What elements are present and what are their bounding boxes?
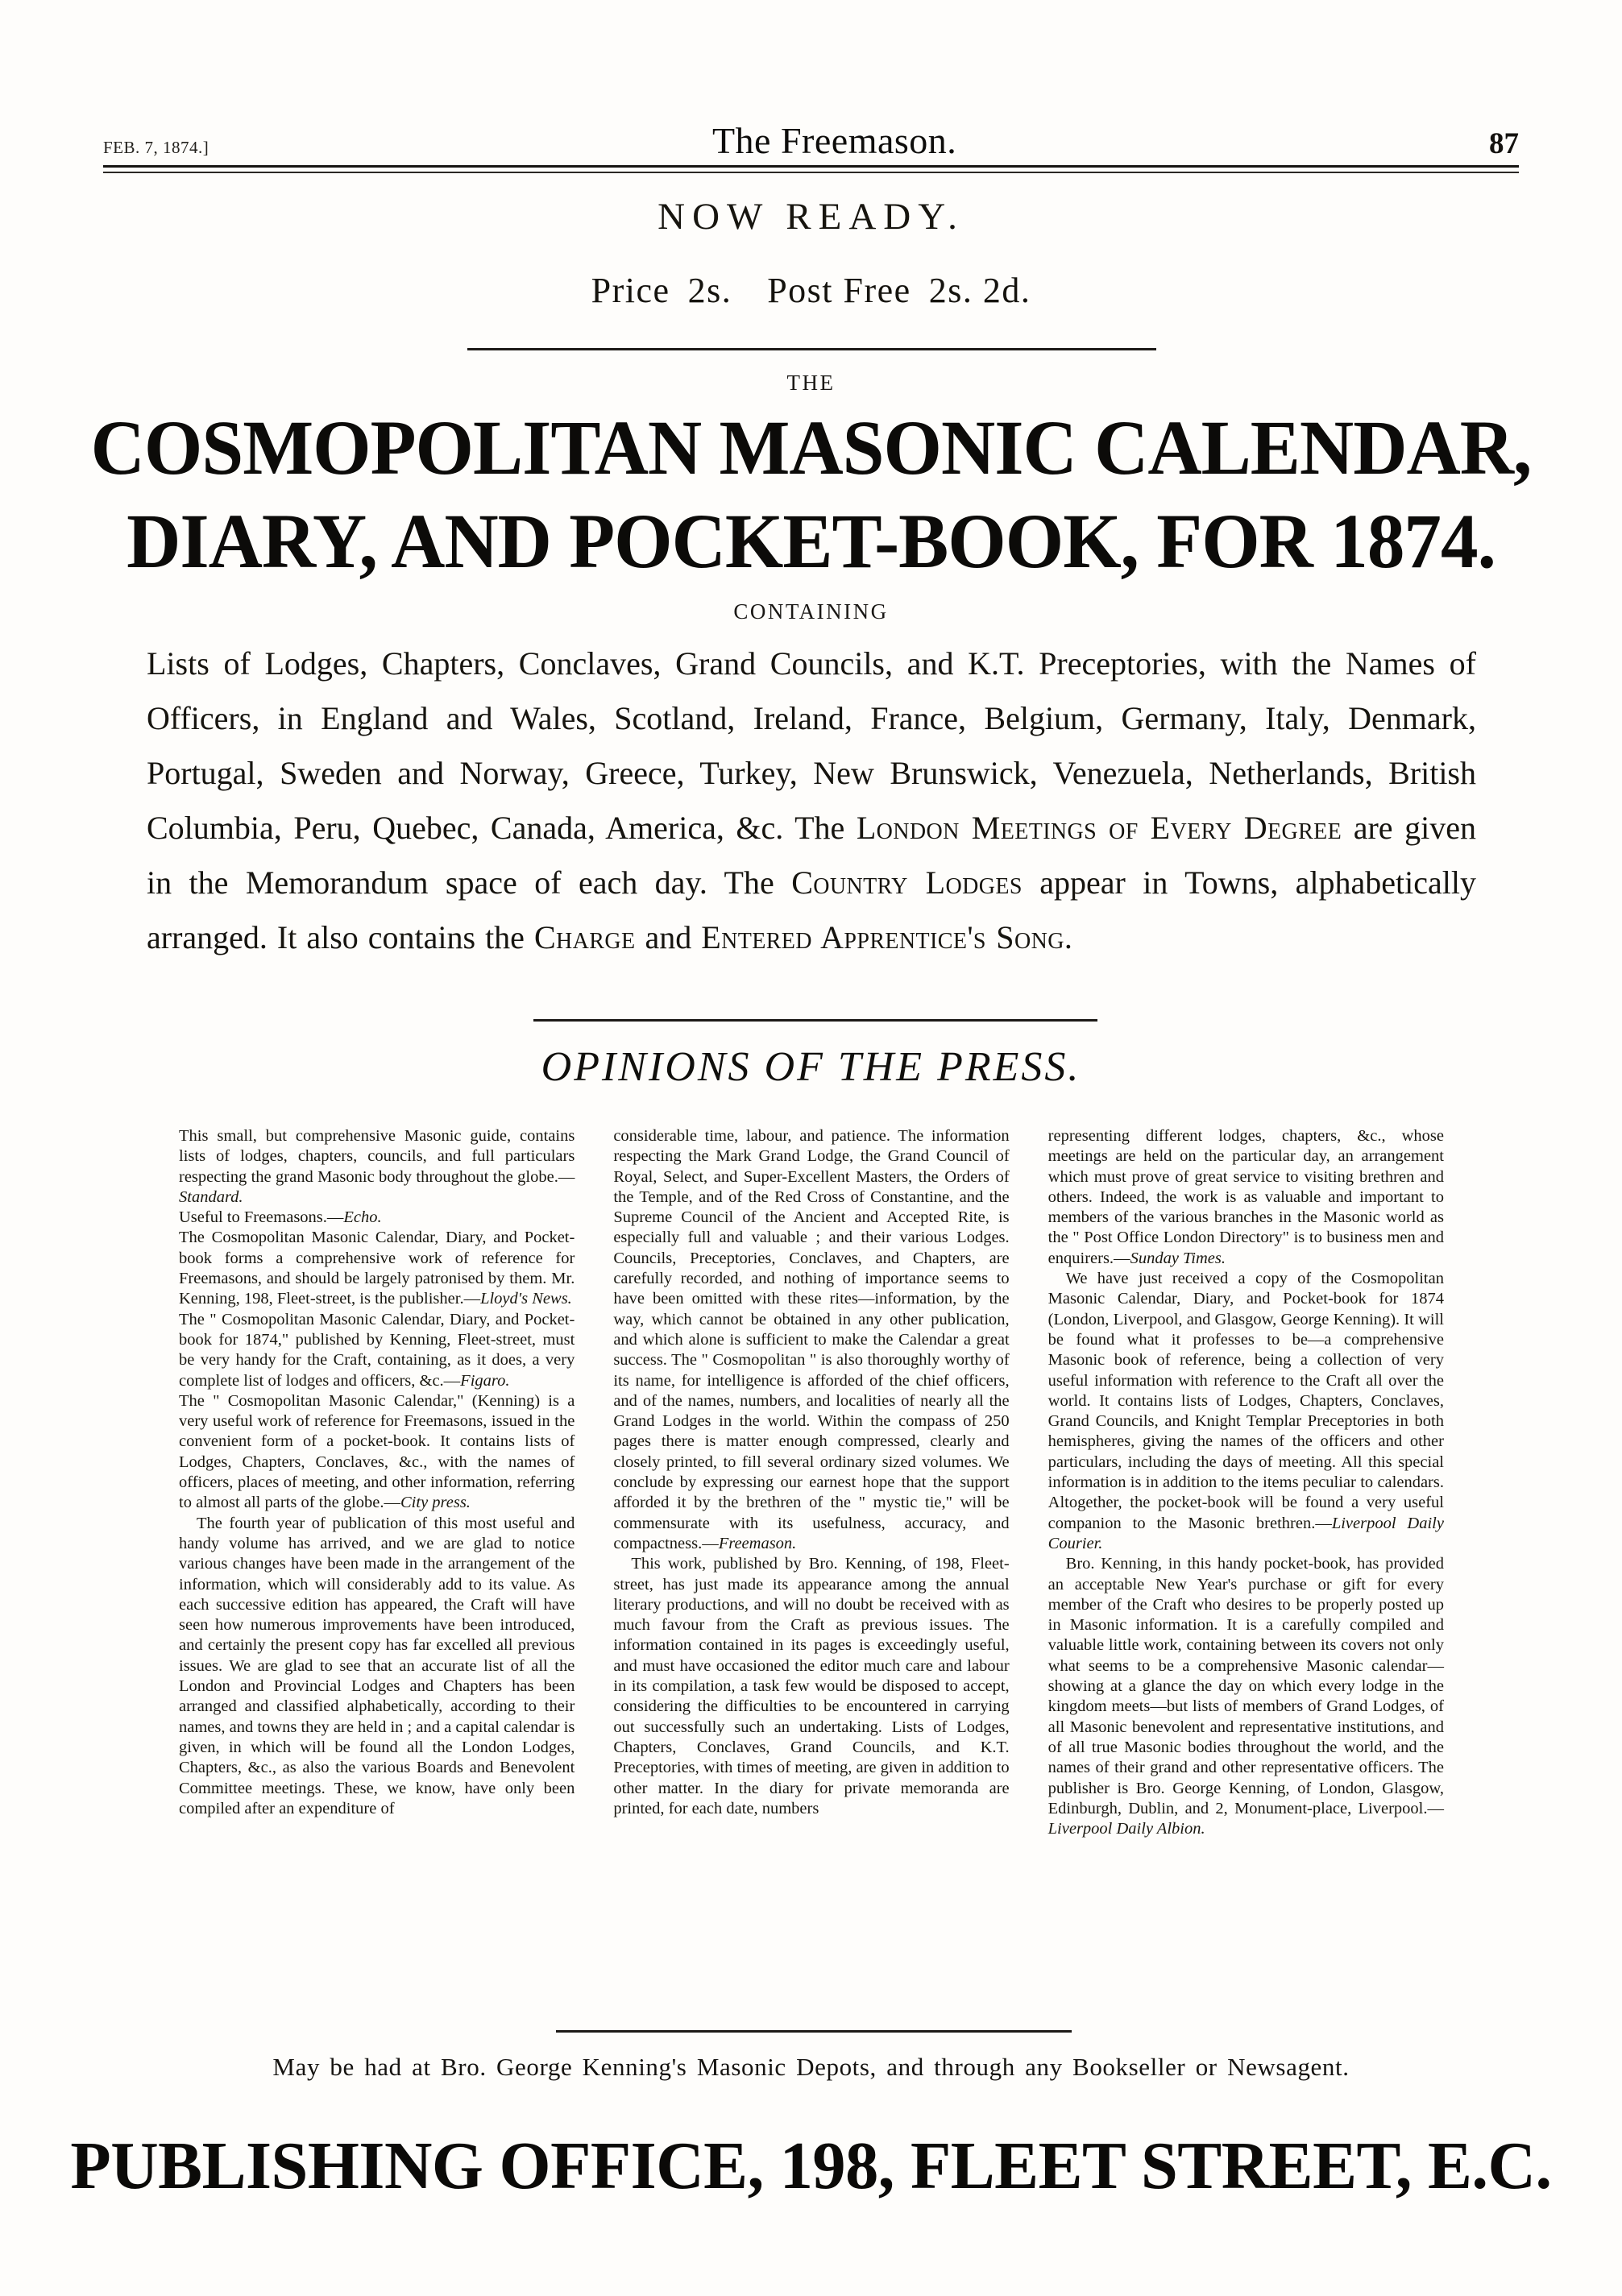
press-column-3 bbox=[1048, 1126, 1444, 1839]
post-free-value: 2s. 2d. bbox=[928, 271, 1031, 310]
issue-date: FEB. 7, 1874.] bbox=[103, 138, 209, 157]
lead-smallcaps-entered-apprentice-song: Entered Apprentice's Song bbox=[701, 919, 1064, 955]
header-rule bbox=[103, 165, 1519, 173]
price-label: Price bbox=[591, 271, 670, 310]
press-notice bbox=[179, 1126, 575, 1208]
press-notice-source: Standard. bbox=[179, 1187, 243, 1206]
press-notices bbox=[179, 1126, 1444, 1839]
display-title-line-2: DIARY, AND POCKET-BOOK, FOR 1874. bbox=[127, 498, 1495, 584]
now-ready-headline: NOW READY. bbox=[658, 196, 964, 238]
press-notice-text: This work, published by Bro. Kenning, of 198, Fleet-street, has just made its appearance among the annual literary productions, and will no doubt be received with as much favour from the Craft as previous issues. The information contained in its pages is exceedingly useful, and must have occasioned the editor much care and labour in its compilation, a task few would be disposed to accept, considering the difficulties to be encountered in carrying out successfully such an undertaking. Lists of Lodges, Chapters, Conclaves, Grand Councils, and K.T. Preceptories, with times of meeting, are given in addition to other matter. In the diary for private memoranda are printed, for each date, numbers bbox=[613, 1555, 1010, 1817]
price-line bbox=[0, 270, 1622, 311]
press-notice bbox=[1048, 1554, 1444, 1839]
lead-text-1: Lists of Lodges, Chapters, Conclaves, Grand Councils, and K.T. Preceptories, with the Names of Officers, in England and Wales, Scotland, Ireland, France, Belgium, Germany, Italy, Denmark, Portugal, Sweden and Norway, Greece, Turkey, New Brunswick, Venezuela, Netherlands, British Columbia, Peru, Quebec, Canada, America, &c. The bbox=[147, 645, 1476, 846]
press-notice bbox=[179, 1514, 575, 1819]
lead-paragraph bbox=[147, 636, 1476, 965]
press-notice-text: The " Cosmopolitan Masonic Calendar, Diary, and Pocket-book for 1874," published by Kenning, Fleet-street, must be very handy for the Craft, containing, as it does, a very complete list of lodges and officers, &c.— bbox=[179, 1310, 575, 1390]
press-notice-text: The Cosmopolitan Masonic Calendar, Diary, and Pocket-book forms a comprehensive work of reference for Freemasons, and should be largely patronised by them. Mr. Kenning, 198, Fleet-street, is the publisher.— bbox=[179, 1229, 575, 1308]
press-column-1 bbox=[179, 1126, 575, 1839]
running-head bbox=[103, 119, 1519, 162]
availability-note: May be had at Bro. George Kenning's Masonic Depots, and through any Bookseller or Newsagent. bbox=[272, 2053, 1350, 2081]
press-notice-text: considerable time, labour, and patience. The information respecting the Mark Grand Lodge, the Grand Council of Royal, Select, and Super-Excellent Masters, the Orders of the Temple, and of the Red Cross of Constantine, and the Supreme Council of the Ancient and Accepted Rite, is especially full and valuable ; and their various Lodges. Councils, Preceptories, Conclaves, and Chapters, are carefully recorded, and nothing of importance seems to have been omitted with these rites—information, by the way, which cannot be obtained in any other publication, and which alone is sufficient to make the Calendar a great success. The " Cosmopolitan " is also thoroughly worthy of its name, for intelligence is afforded of the chief officers, and of the names, numbers, and localities of nearly all the Grand Lodges in the world. Within the compass of 250 pages there is matter enough compressed, clearly and closely printed, to fill several ordinary sized volumes. We conclude by expressing our earnest hope that the support afforded it by the brethren of the " mystic tie," will be commensurate with its usefulness, accuracy, and compactness.— bbox=[613, 1127, 1010, 1552]
press-notice-source: Lloyd's News. bbox=[480, 1290, 572, 1308]
lead-smallcaps-london-meetings: London Meetings of Every Degree bbox=[856, 810, 1342, 846]
press-notice bbox=[1048, 1126, 1444, 1269]
price-value: 2s. bbox=[687, 271, 732, 310]
press-column-2 bbox=[613, 1126, 1009, 1839]
lead-smallcaps-country-lodges: Country Lodges bbox=[791, 864, 1023, 901]
post-free-label: Post Free bbox=[767, 271, 911, 310]
press-notice-text: Useful to Freemasons.— bbox=[179, 1208, 344, 1227]
press-notice-source: Freemason. bbox=[718, 1534, 797, 1552]
press-notice bbox=[179, 1228, 575, 1309]
press-notice bbox=[1048, 1269, 1444, 1554]
divider-rule-opinions bbox=[533, 1019, 1097, 1022]
lead-text-4: and bbox=[635, 919, 702, 955]
press-notice-text: representing different lodges, chapters, &c., whose meetings are held on the particular day, an arrangement which must prove of great service to visiting brethren and others. Indeed, the work is as valuable and important to members of the various branches in the Masonic world as the " Post Office London Directory" is to business men and enquirers.— bbox=[1047, 1127, 1444, 1267]
press-notice-source: Liverpool Daily Albion. bbox=[1047, 1820, 1205, 1838]
the-label: THE bbox=[786, 371, 836, 395]
press-notice-text: The fourth year of publication of this most useful and handy volume has arrived, and we are glad to notice various changes have been made in the arrangement of the information, which will considerably add to its value. As each successive edition has appeared, the Craft will have seen how numerous improvements have been introduced, and certainly the present copy has far excelled all previous issues. We are glad to see that an accurate list of all the London and Provincial Lodges and Chapters has been arranged and classified alphabetically, according to their names, and towns they are held in ; and a capital calendar is given, in which will be found all the London Lodges, Chapters, &c., as also the various Boards and Benevolent Committee meetings. These, we know, have only been compiled after an expenditure of bbox=[179, 1514, 575, 1817]
lead-text-2: are given in the Memorandum space of each day. The bbox=[147, 810, 1476, 901]
lead-smallcaps-charge: Charge bbox=[533, 919, 636, 955]
publication-title: The Freemason. bbox=[711, 120, 957, 161]
press-notice-text: We have just received a copy of the Cosmopolitan Masonic Calendar, Diary, and Pocket-book for 1874 (London, Liverpool, and Glasgow, George Kenning). It will be found what it professes to be—a comprehensive Masonic book of reference, being a collection of very useful information with reference to the Craft all over the world. It contains lists of Lodges, Chapters, Conclaves, Grand Councils, and Knight Templar Preceptories in both hemispheres, giving the names of the officers and other particulars, including the days of meeting. All this special information is in addition to the items peculiar to calendars. Altogether, the pocket-book will be found a very useful companion to the Masonic brethren.— bbox=[1047, 1270, 1444, 1532]
press-notice bbox=[179, 1391, 575, 1514]
press-notice bbox=[613, 1126, 1009, 1554]
press-notice-text: Bro. Kenning, in this handy pocket-book, has provided an acceptable New Year's purchase or gift for every member of the Craft who desires to be properly posted up in Masonic information. It is a carefully compiled and valuable little work, containing between its covers not only what seems to be a comprehensive Masonic calendar—showing at a glance the day on which every lodge in the kingdom meets—but lists of members of Grand Lodges, of all Masonic benevolent and representative institutions, and of all true Masonic bodies throughout the world, and the names of their grand and other representative officers. The publisher is Bro. George Kenning, of London, Glasgow, Edinburgh, Dublin, and 2, Monument-place, Liverpool.— bbox=[1047, 1555, 1444, 1817]
divider-rule-footer bbox=[556, 2030, 1072, 2033]
press-notice bbox=[179, 1310, 575, 1391]
press-notice-source: City press. bbox=[400, 1494, 471, 1512]
display-title-line-1: COSMOPOLITAN MASONIC CALENDAR, bbox=[90, 404, 1532, 491]
press-notice-text: This small, but comprehensive Masonic guide, contains lists of lodges, chapters, councils, and full particulars respecting the grand Masonic body throughout the globe.— bbox=[179, 1127, 575, 1186]
containing-label: CONTAINING bbox=[733, 599, 889, 624]
opinions-heading: OPINIONS OF THE PRESS. bbox=[541, 1044, 1081, 1090]
press-notice-text: The " Cosmopolitan Masonic Calendar," (Kenning) is a very useful work of reference for Freemasons, issued in the convenient form of a pocket-book. It contains lists of Lodges, Chapters, Conclaves, &c., with the names of officers, places of meeting, and other information, referring to almost all parts of the globe.— bbox=[179, 1391, 575, 1512]
press-notice-source: Liverpool Daily Courier. bbox=[1047, 1514, 1444, 1552]
press-notice bbox=[613, 1554, 1009, 1819]
divider-rule-top bbox=[467, 348, 1156, 350]
press-notice-source: Sunday Times. bbox=[1130, 1249, 1226, 1267]
lead-text-5: . bbox=[1064, 919, 1072, 955]
press-notice-source: Figaro. bbox=[460, 1371, 510, 1390]
press-notice bbox=[179, 1208, 575, 1228]
lead-text-3: appear in Towns, alphabetically arranged. It also contains the bbox=[147, 864, 1477, 955]
publishing-office: PUBLISHING OFFICE, 198, FLEET STREET, E.C. bbox=[70, 2128, 1552, 2203]
page-number: 87 bbox=[1489, 127, 1519, 160]
press-notice-source: Echo. bbox=[343, 1208, 382, 1227]
